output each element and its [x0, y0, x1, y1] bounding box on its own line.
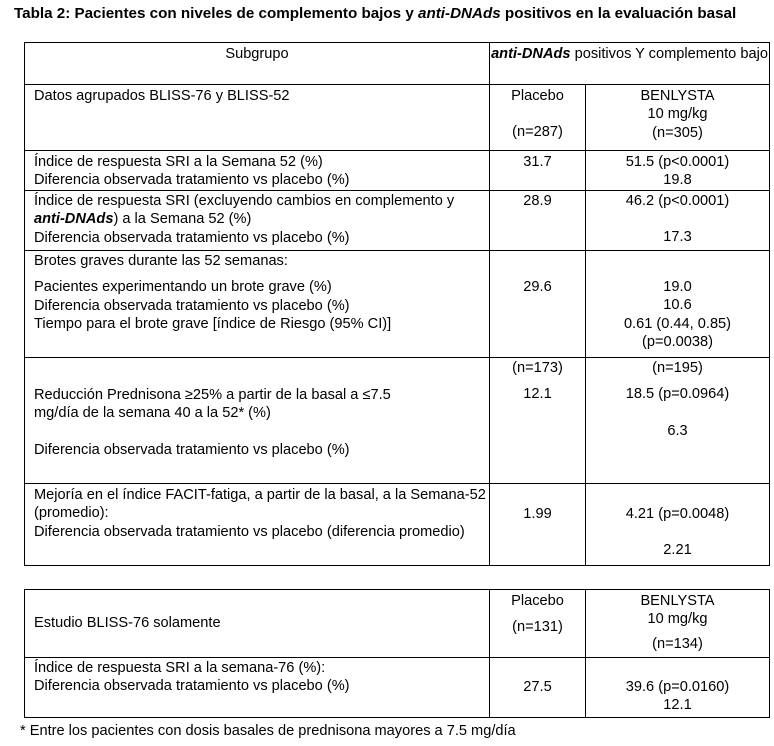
sri-excl-diff-label: Diferencia observada tratamiento vs placebo (%) — [34, 229, 350, 246]
bliss76-table — [24, 589, 770, 718]
sri76-labels — [25, 658, 490, 718]
bliss76-benlysta-header — [586, 590, 770, 658]
bliss76-benlysta-dose: 10 mg/kg — [647, 611, 708, 628]
benlysta-n: (n=305) — [652, 124, 703, 141]
sri52-labels — [25, 151, 490, 191]
sri76-diff-label: Diferencia observada tratamiento vs placebo (%) — [34, 678, 350, 695]
sri52-diff-label: Diferencia observada tratamiento vs placebo (%) — [34, 172, 350, 189]
sri76-diff: 12.1 — [663, 697, 692, 714]
placebo-n: (n=287) — [512, 124, 563, 141]
flares-labels — [25, 251, 490, 358]
prednisone-benlysta-n: (n=195) — [652, 360, 703, 376]
table-row — [25, 358, 770, 484]
sri-excl-benlysta — [586, 191, 770, 251]
flares-title: Brotes graves durante las 52 semanas: — [34, 253, 288, 269]
facit-benlysta-value: 4.21 (p=0.0048) — [625, 506, 730, 522]
table-row — [25, 85, 770, 151]
sri-excl-label-b: ) a la Semana 52 (%) — [113, 211, 252, 228]
bliss76-label: Estudio BLISS-76 solamente — [25, 590, 490, 658]
bliss76-placebo-n: (n=131) — [512, 619, 563, 636]
facit-benlysta — [586, 484, 770, 566]
header-group — [490, 43, 770, 85]
sri52-placebo: 31.7 — [490, 151, 586, 191]
sri52-diff: 19.8 — [663, 172, 692, 189]
prednisone-benlysta — [586, 358, 770, 484]
facit-labels — [25, 484, 490, 566]
sri-excl-benlysta-value: 46.2 (p<0.0001) — [625, 193, 730, 209]
facit-label: Mejoría en el índice FACIT-fatiga, a partir de la basal, a la Semana-52 (promedio): — [34, 487, 486, 522]
benlysta-dose: 10 mg/kg — [647, 106, 708, 123]
sri-excl-placebo: 28.9 — [490, 191, 586, 251]
prednisone-placebo — [490, 358, 586, 484]
flares-hr-p: (p=0.0038) — [642, 334, 713, 351]
bliss76-placebo-header — [490, 590, 586, 658]
flares-hr: 0.61 (0.44, 0.85) — [623, 315, 732, 332]
prednisone-diff: 6.3 — [667, 422, 688, 439]
table-row — [25, 191, 770, 251]
table-header-row — [25, 43, 770, 85]
sri76-benlysta — [586, 658, 770, 718]
table-row — [25, 251, 770, 358]
table-row — [25, 484, 770, 566]
sri52-label: Índice de respuesta SRI a la Semana 52 (%) — [34, 154, 323, 170]
facit-diff-label: Diferencia observada tratamiento vs placebo (diferencia promedio) — [34, 523, 465, 540]
flares-benlysta — [586, 251, 770, 358]
flares-benlysta-value: 19.0 — [663, 279, 692, 295]
sri76-label: Índice de respuesta SRI a la semana-76 (%): — [34, 660, 326, 676]
header-subgroup: Subgrupo — [25, 43, 490, 85]
bliss76-benlysta-n: (n=134) — [652, 635, 703, 652]
sri76-placebo: 27.5 — [490, 658, 586, 718]
table-row — [25, 151, 770, 191]
footnote: * Entre los pacientes con dosis basales de prednisona mayores a 7.5 mg/día — [20, 723, 516, 739]
pooled-placebo — [490, 85, 586, 151]
sri-excl-label-a: Índice de respuesta SRI (excluyendo cambios en complemento y — [34, 193, 455, 209]
sri76-benlysta-value: 39.6 (p=0.0160) — [625, 679, 730, 695]
sri52-benlysta — [586, 151, 770, 191]
sri-excl-labels — [25, 191, 490, 251]
prednisone-benlysta-value: 18.5 (p=0.0964) — [625, 386, 730, 403]
prednisone-placebo-n: (n=173) — [512, 360, 563, 376]
facit-diff: 2.21 — [663, 542, 692, 559]
pooled-label: Datos agrupados BLISS-76 y BLISS-52 — [25, 85, 490, 151]
prednisone-placebo-value: 12.1 — [523, 386, 552, 403]
flares-label-time: Tiempo para el brote grave [índice de Riesgo (95% CI)] — [34, 316, 392, 333]
flares-diff: 10.6 — [663, 297, 692, 314]
header-group-bold: anti-DNAds — [491, 46, 571, 62]
sri-excl-diff: 17.3 — [663, 229, 692, 246]
prednisone-diff-label: Diferencia observada tratamiento vs placebo (%) — [34, 441, 350, 458]
flares-label-diff: Diferencia observada tratamiento vs placebo (%) — [34, 297, 350, 314]
flares-placebo — [490, 251, 586, 358]
caption-part1: Tabla 2: Pacientes con niveles de complemento bajos y — [14, 5, 419, 22]
facit-placebo: 1.99 — [490, 484, 586, 566]
flares-label-patients: Pacientes experimentando un brote grave (%) — [34, 279, 332, 296]
placebo-label: Placebo — [511, 88, 564, 104]
prednisone-label: Reducción Prednisona ≥25% a partir de la basal a ≤7.5 mg/día de la semana 40 a la 52* (%) — [34, 387, 391, 422]
pooled-benlysta — [586, 85, 770, 151]
caption-italic: anti-DNAds — [418, 5, 501, 22]
results-table — [24, 42, 770, 566]
table-header-row — [25, 590, 770, 658]
sri52-benlysta-value: 51.5 (p<0.0001) — [625, 154, 730, 170]
bliss76-placebo-label: Placebo — [511, 593, 564, 609]
table-caption — [14, 5, 759, 23]
header-group-rest: positivos Y complemento bajo — [570, 46, 768, 62]
table-row — [25, 658, 770, 718]
bliss76-benlysta-label: BENLYSTA — [640, 593, 715, 609]
benlysta-label: BENLYSTA — [640, 88, 715, 104]
sri-excl-label — [34, 192, 489, 229]
flares-placebo-value: 29.6 — [523, 279, 552, 295]
caption-part2: positivos en la evaluación basal — [500, 5, 737, 22]
prednisone-labels — [25, 358, 490, 484]
sri-excl-label-bold: anti-DNAds — [34, 211, 114, 228]
